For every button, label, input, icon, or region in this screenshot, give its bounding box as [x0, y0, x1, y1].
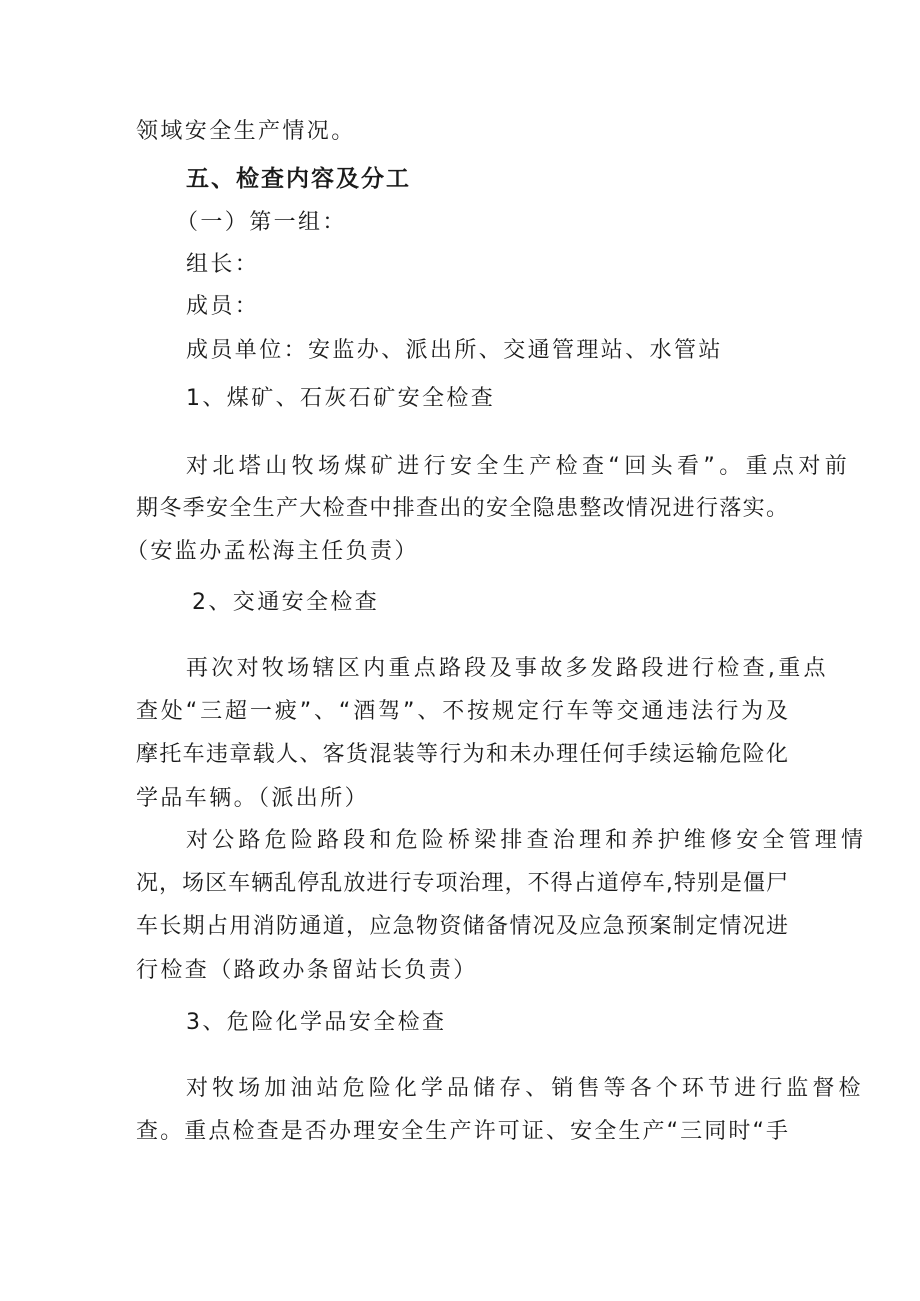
paragraph-line: 再次对牧场辖区内重点路段及事故多发路段进行检查,重点	[186, 656, 829, 681]
paragraph-line: 对牧场加油站危险化学品储存、销售等各个环节进行监督检	[186, 1076, 865, 1101]
paragraph-line: 学品车辆。（派出所）	[136, 786, 370, 811]
member-units: 成员单位：安监办、派出所、交通管理站、水管站	[186, 338, 723, 363]
paragraph-line: 行检查（路政办条留站长负责）	[136, 958, 478, 983]
paragraph-line: 对北塔山牧场煤矿进行安全生产检查“回头看”。重点对前	[186, 454, 852, 479]
subsection-title: 3、危险化学品安全检查	[186, 1010, 447, 1035]
paragraph-line: 况，场区车辆乱停乱放进行专项治理，不得占道停车,特别是僵尸	[136, 871, 788, 896]
leader-label: 组长：	[186, 252, 260, 277]
section-heading: 五、检查内容及分工	[186, 166, 411, 192]
paragraph-line: 期冬季安全生产大检查中排查出的安全隐患整改情况进行落实。	[136, 496, 788, 521]
subsection-title: 2、交通安全检查	[192, 590, 380, 615]
subsection-title: 1、煤矿、石灰石矿安全检查	[186, 386, 496, 411]
paragraph-line: 摩托车违章载人、客货混装等行为和未办理任何手续运输危险化	[136, 742, 788, 767]
paragraph-line: 查处“三超一疲”、“酒驾”、不按规定行车等交通违法行为及	[136, 699, 788, 724]
text-line: 领域安全生产情况。	[136, 119, 356, 144]
paragraph-line: 车长期占用消防通道，应急物资储备情况及应急预案制定情况进	[136, 914, 788, 939]
paragraph-line: 对公路危险路段和危险桥梁排查治理和养护维修安全管理情	[186, 828, 868, 853]
group-title: （一）第一组：	[176, 210, 347, 235]
members-label: 成员：	[186, 294, 260, 319]
paragraph-line: （安监办孟松海主任负责）	[126, 539, 419, 564]
paragraph-line: 查。重点检查是否办理安全生产许可证、安全生产“三同时“手	[136, 1119, 788, 1144]
